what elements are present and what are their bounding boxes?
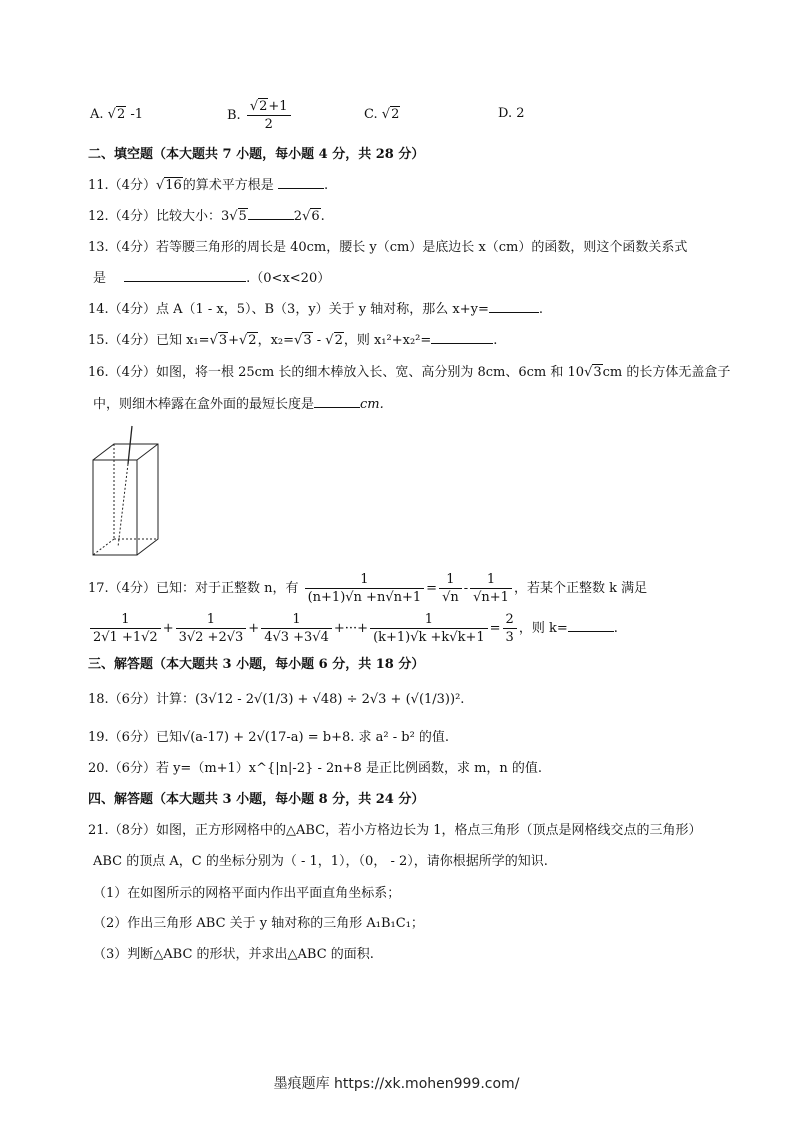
question-21-line-1: 21.（8分）如图，正方形网格中的△ABC，若小方格边长为 1，格点三角形（顶点是网格线交点的三角形）	[88, 823, 702, 838]
answer-blank[interactable]	[248, 207, 294, 220]
question-15: 15.（4分）已知 x₁=√3+√2，x₂=√3 - √2，则 x₁²+x₂²= .	[88, 333, 498, 348]
fraction: $\frac{1}{√n}$	[439, 571, 462, 606]
fraction: $\frac{1}{√n+1}$	[470, 571, 512, 606]
footer-watermark: 墨痕题库 https://xk.mohen999.com/	[273, 1076, 520, 1092]
question-21-line-2: ABC 的顶点 A，C 的坐标分别为（ - 1，1），（0， - 2），请你根据所学的知识.	[93, 854, 548, 869]
fraction: $\frac{2}{3}$	[503, 611, 517, 646]
question-13-line-2: 是 .（0<x<20）	[93, 271, 331, 286]
question-19: 19.（6分）已知√(a-17) + 2√(17-a) = b+8. 求 a² - b² 的值.	[88, 730, 450, 745]
question-17-line-2: $\frac{1}{2√1 +1√2}$ + $\frac{1}{3√2 +2√3}$ + $\frac{1}{4√3 +3√4}$ +···+ $\frac{1}{(k+1)√k +k√k+1}$ = $\frac{2}{3}$ ，则 k= .	[88, 610, 618, 648]
fraction: $\frac{1}{4√3 +3√4}$	[261, 611, 332, 646]
section-2-title: 二、填空题（本大题共 7 小题，每小题 4 分，共 28 分）	[88, 147, 425, 162]
answer-blank[interactable]	[431, 331, 493, 344]
question-16-line-2: 中，则细木棒露在盒外面的最短长度是 cm.	[93, 397, 384, 412]
question-11: 11.（4分）√16的算术平方根是 .	[88, 178, 329, 193]
choice-b: B. $\frac{√2+1}{2}$	[227, 98, 293, 133]
answer-blank[interactable]	[568, 619, 614, 632]
question-13-line-1: 13.（4分）若等腰三角形的周长是 40cm，腰长 y（cm）是底边长 x（cm）的函数，则这个函数关系式	[88, 240, 688, 255]
choice-a: A. √2 -1	[90, 107, 144, 122]
fraction: $\frac{1}{2√1 +1√2}$	[90, 611, 161, 646]
sqrt-2: √2	[107, 107, 126, 122]
choice-c: C. √2	[364, 107, 400, 122]
choice-d: D. 2	[498, 106, 525, 121]
question-18: 18.（6分）计算：(3√12 - 2√(1/3) + √48) ÷ 2√3 + (√(1/3))².	[88, 692, 465, 707]
section-4-title: 四、解答题（本大题共 3 小题，每小题 8 分，共 24 分）	[88, 792, 425, 807]
answer-blank[interactable]	[314, 395, 360, 408]
fraction: $\frac{1}{(n+1)√n +n√n+1}$	[305, 571, 425, 606]
answer-blank[interactable]	[278, 176, 324, 189]
choice-b-fraction: $\frac{√2+1}{2}$	[247, 98, 291, 133]
fraction: $\frac{1}{(k+1)√k +k√k+1}$	[370, 611, 488, 646]
question-16-line-1: 16.（4分）如图，将一根 25cm 长的细木棒放入长、宽、高分别为 8cm、6cm 和 10√3cm 的长方体无盖盒子	[88, 365, 731, 380]
answer-blank[interactable]	[124, 269, 246, 282]
answer-blank[interactable]	[489, 300, 539, 313]
question-21-sub-3: （3）判断△ABC 的形状，并求出△ABC 的面积.	[93, 947, 374, 962]
box-with-stick-figure	[88, 424, 168, 560]
question-21-sub-2: （2）作出三角形 ABC 关于 y 轴对称的三角形 A₁B₁C₁；	[93, 916, 424, 931]
question-20: 20.（6分）若 y=（m+1）x^{|n|-2} - 2n+8 是正比例函数，求 m，n 的值.	[88, 761, 543, 776]
section-3-title: 三、解答题（本大题共 3 小题，每小题 6 分，共 18 分）	[88, 657, 425, 672]
question-21-sub-1: （1）在如图所示的网格平面内作出平面直角坐标系；	[93, 886, 401, 901]
question-14: 14.（4分）点 A（1 - x，5）、B（3，y）关于 y 轴对称，那么 x+y= .	[88, 302, 544, 317]
fraction: $\frac{1}{3√2 +2√3}$	[176, 611, 247, 646]
question-17-line-1: 17.（4分）已知：对于正整数 n，有 $\frac{1}{(n+1)√n +n√n+1}$ = $\frac{1}{√n}$ - $\frac{1}{√n+1}$ ，若某个正整数 k 满足	[88, 572, 648, 605]
question-12: 12.（4分）比较大小：3√5 2√6.	[88, 209, 325, 224]
